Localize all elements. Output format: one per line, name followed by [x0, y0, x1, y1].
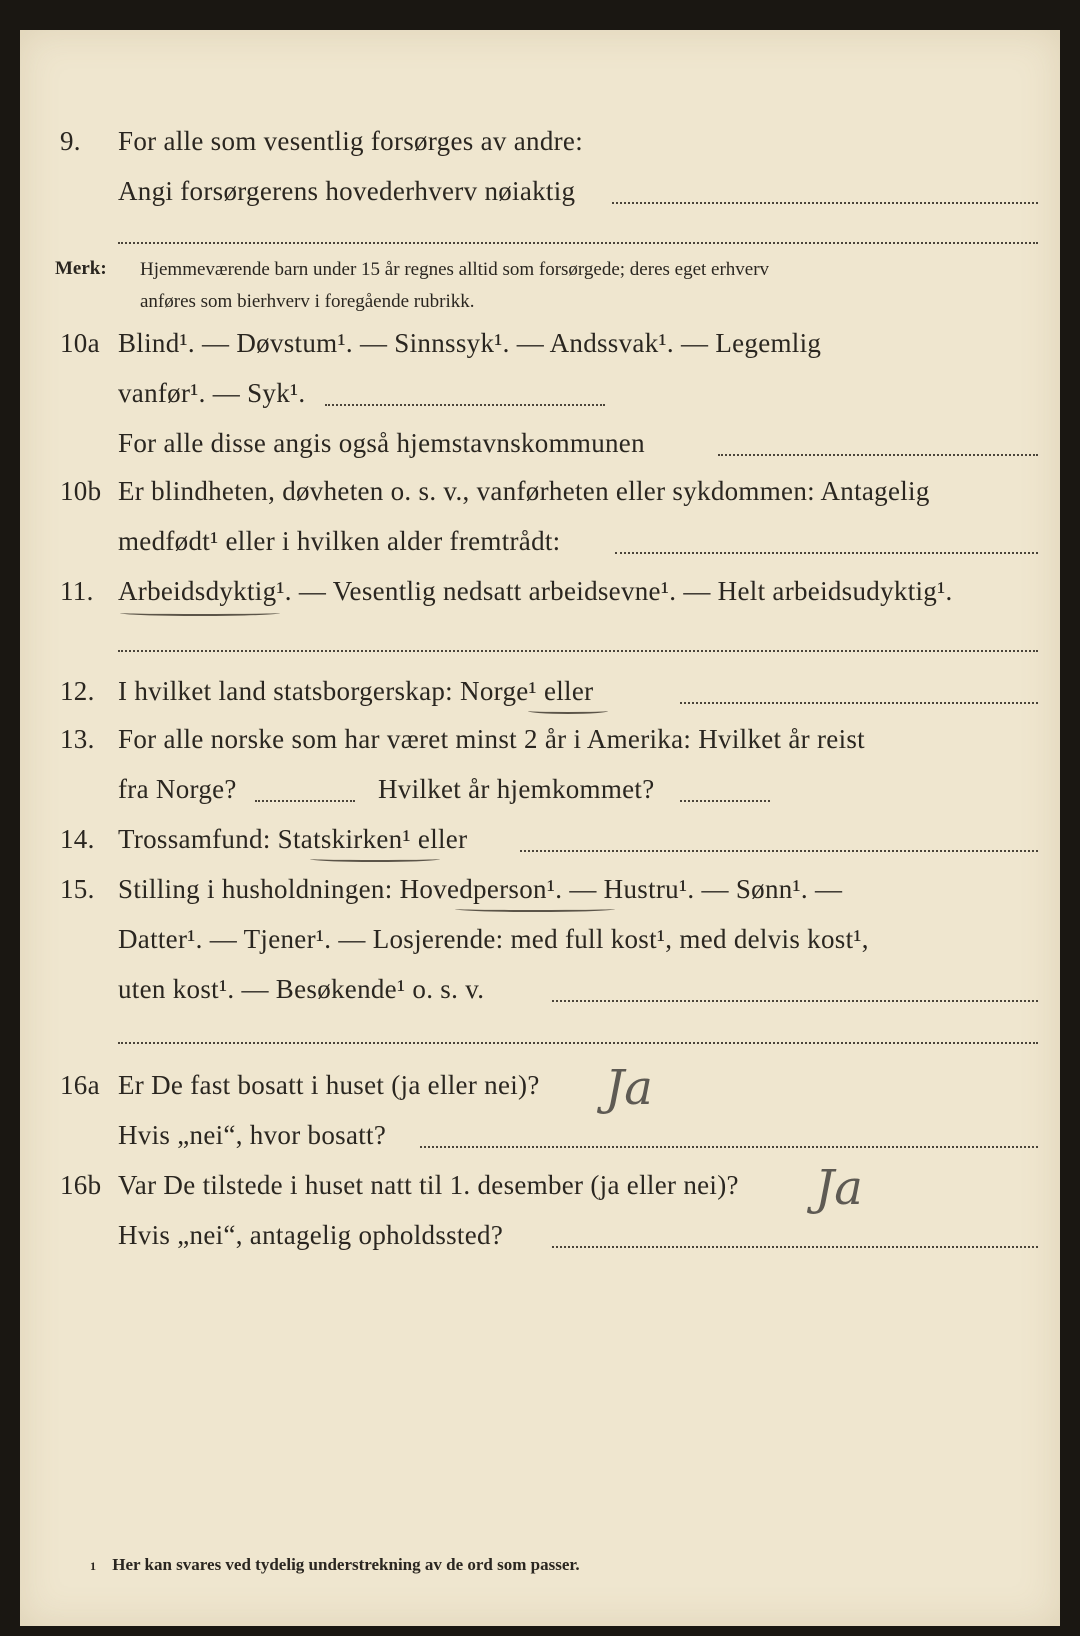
q9-answer-line-2 — [118, 242, 1038, 244]
footnote-mark: 1 — [90, 1559, 96, 1573]
q16b-number: 16b — [60, 1170, 102, 1200]
q11-line1: Arbeidsdyktig¹. — Vesentlig nedsatt arbeidsevne¹. — Helt arbeidsudyktig¹. — [118, 576, 953, 606]
q11-number: 11. — [60, 576, 94, 606]
q13-number: 13. — [60, 724, 95, 754]
q15-underline-mark — [455, 906, 615, 912]
q10b-answer-line — [615, 552, 1038, 554]
q13-return-line — [680, 800, 770, 802]
q14-underline-mark — [310, 856, 440, 862]
q10b-number: 10b — [60, 476, 102, 506]
q15-answer-line — [552, 1000, 1038, 1002]
q10a-line2: vanfør¹. — Syk¹. — [118, 378, 306, 408]
q12-underline-mark — [528, 708, 608, 714]
q15-number: 15. — [60, 874, 95, 904]
q13-line1: For alle norske som har været minst 2 år i Amerika: Hvilket år reist — [118, 724, 865, 754]
q10a-line3: For alle disse angis også hjemstavnskommunen — [118, 428, 645, 458]
footnote-text: Her kan svares ved tydelig understrekning av de ord som passer. — [112, 1555, 580, 1574]
merk-line2: anføres som bierhverv i foregående rubrikk. — [140, 291, 475, 312]
q12-number: 12. — [60, 676, 95, 706]
merk-line1: Hjemmeværende barn under 15 år regnes alltid som forsørgede; deres eget erhverv — [140, 259, 770, 280]
q16a-handwritten-answer: Ja — [605, 1060, 653, 1116]
q14-answer-line — [520, 850, 1038, 852]
q9-line1: For alle som vesentlig forsørges av andre: — [118, 126, 583, 156]
q9-answer-line — [612, 202, 1038, 204]
q15-line1: Stilling i husholdningen: Hovedperson¹. — Hustru¹. — Sønn¹. — — [118, 874, 843, 904]
merk-note — [140, 254, 1040, 318]
q12-line1: I hvilket land statsborgerskap: Norge¹ eller — [118, 676, 594, 706]
q15-line3: uten kost¹. — Besøkende¹ o. s. v. — [118, 974, 485, 1004]
q11-underline-mark — [120, 610, 280, 616]
q16a-line2: Hvis „nei“, hvor bosatt? — [118, 1120, 387, 1150]
q16b-answer-line — [552, 1246, 1038, 1248]
q13-departure-line — [255, 800, 355, 802]
q13-line2a: fra Norge? — [118, 774, 237, 804]
census-form-page — [20, 30, 1060, 1626]
q10a-municipality-line — [718, 454, 1038, 456]
q16a-answer-line — [420, 1146, 1038, 1148]
merk-label: Merk: — [55, 258, 107, 279]
q13-line2b: Hvilket år hjemkommet? — [378, 774, 655, 804]
q10b-line2: medfødt¹ eller i hvilken alder fremtrådt: — [118, 526, 561, 556]
footnote — [90, 1555, 580, 1575]
q9-number: 9. — [60, 126, 81, 156]
q9-line2: Angi forsørgerens hovederhverv nøiaktig — [118, 176, 576, 206]
q12-answer-line — [680, 702, 1038, 704]
q10a-number: 10a — [60, 328, 100, 358]
q10b-line1: Er blindheten, døvheten o. s. v., vanførheten eller sykdommen: Antagelig — [118, 476, 930, 506]
q14-line1: Trossamfund: Statskirken¹ eller — [118, 824, 468, 854]
q16a-number: 16a — [60, 1070, 100, 1100]
q15-line2: Datter¹. — Tjener¹. — Losjerende: med full kost¹, med delvis kost¹, — [118, 924, 869, 954]
q16a-line1: Er De fast bosatt i huset (ja eller nei)? — [118, 1070, 540, 1100]
q11-answer-line — [118, 650, 1038, 652]
q16b-handwritten-answer: Ja — [815, 1160, 863, 1216]
q15-answer-line-2 — [118, 1042, 1038, 1044]
q16b-line1: Var De tilstede i huset natt til 1. desember (ja eller nei)? — [118, 1170, 739, 1200]
q10a-answer-line — [325, 404, 605, 406]
q16b-line2: Hvis „nei“, antagelig opholdssted? — [118, 1220, 504, 1250]
q14-number: 14. — [60, 824, 95, 854]
q10a-line1: Blind¹. — Døvstum¹. — Sinnssyk¹. — Andssvak¹. — Legemlig — [118, 328, 822, 358]
